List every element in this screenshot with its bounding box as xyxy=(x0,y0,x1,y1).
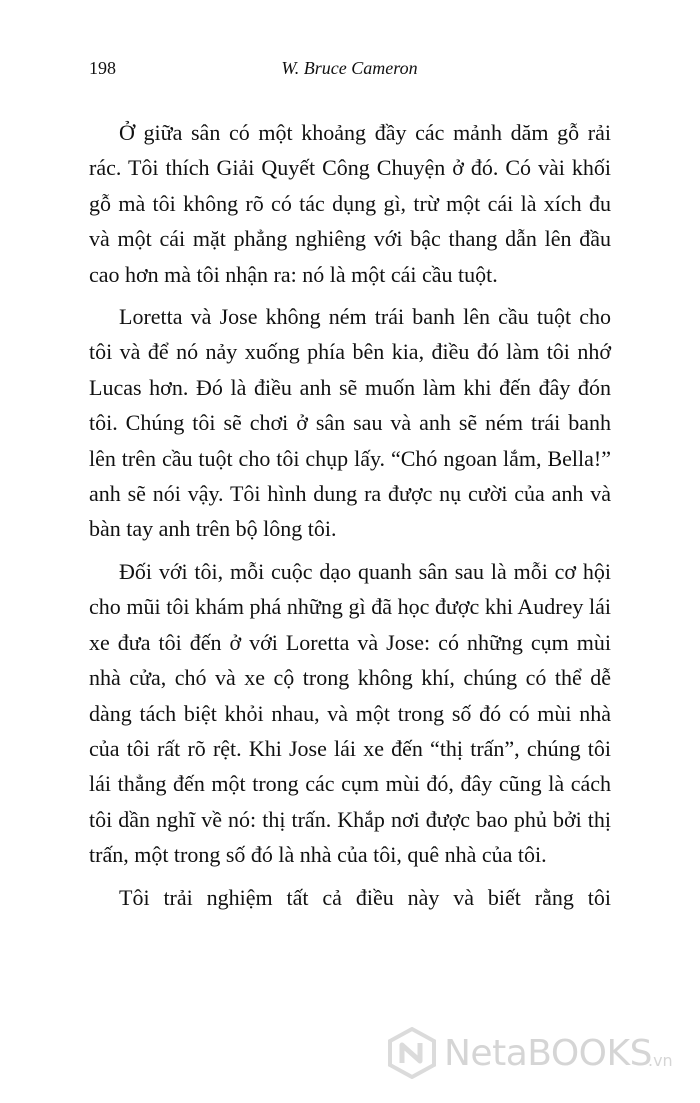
running-head-author: W. Bruce Cameron xyxy=(281,58,418,78)
page-header xyxy=(89,58,610,88)
paragraph: Ở giữa sân có một khoảng đầy các mảnh dăm gỗ rải rác. Tôi thích Giải Quyết Công Chuyện ở đó. Có vài khối gỗ mà tôi không rõ có tác dụng gì, trừ một cái là xích đu và một cái mặt phẳng nghiêng với bậc thang dẫn lên đầu cao hơn mà tôi nhận ra: nó là một cái cầu tuột. xyxy=(89,120,611,287)
page-number: 198 xyxy=(89,58,116,78)
watermark-suffix: .vn xyxy=(648,1051,673,1070)
watermark-brand: NetaBOOKS xyxy=(444,1033,652,1074)
body-text xyxy=(89,115,611,922)
paragraph: Tôi trải nghiệm tất cả điều này và biết rằng tôi xyxy=(119,884,611,910)
watermark xyxy=(386,1023,686,1083)
netabooks-logo-icon xyxy=(386,1027,438,1079)
paragraph: Đối với tôi, mỗi cuộc dạo quanh sân sau là mỗi cơ hội cho mũi tôi khám phá những gì đã học được khi Audrey lái xe đưa tôi đến ở với Loretta và Jose: có những cụm mùi nhà cửa, chó và xe cộ trong không khí, chúng có thể dễ dàng tách biệt khỏi nhau, và một trong số đó có mùi nhà của tôi rất rõ rệt. Khi Jose lái xe đến “thị trấn”, chúng tôi lái thẳng đến một trong các cụm mùi đó, đây cũng là cách tôi dần nghĩ về nó: thị trấn. Khắp nơi được bao phủ bởi thị trấn, một trong số đó là nhà của tôi, quê nhà của tôi. xyxy=(89,558,611,868)
paragraph: Loretta và Jose không ném trái banh lên cầu tuột cho tôi và để nó nảy xuống phía bên kia, điều đó làm tôi nhớ Lucas hơn. Đó là điều anh sẽ muốn làm khi đến đây đón tôi. Chúng tôi sẽ chơi ở sân sau và anh sẽ ném trái banh lên trên cầu tuột cho tôi chụp lấy. “Chó ngoan lắm, Bella!” anh sẽ nói vậy. Tôi hình dung ra được nụ cười của anh và bàn tay anh trên bộ lông tôi. xyxy=(89,304,611,542)
